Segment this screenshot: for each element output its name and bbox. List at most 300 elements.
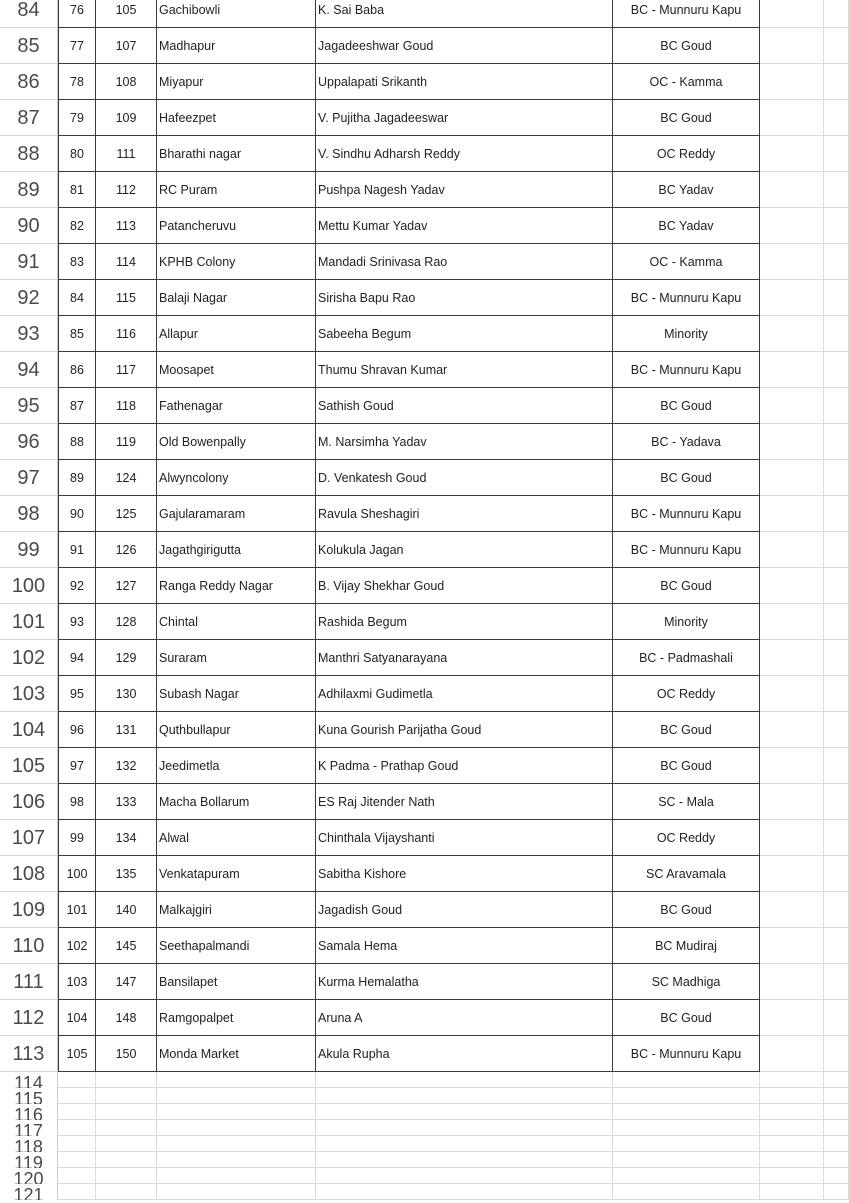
cell-candidate-name[interactable]: Adhilaxmi Gudimetla — [316, 676, 613, 712]
row-header[interactable]: 87 — [0, 100, 58, 136]
cell-empty[interactable] — [824, 820, 849, 856]
cell-empty[interactable] — [157, 1168, 316, 1184]
cell-division-number[interactable]: 107 — [96, 28, 157, 64]
cell-candidate-name[interactable]: Rashida Begum — [316, 604, 613, 640]
cell-candidate-name[interactable]: Akula Rupha — [316, 1036, 613, 1072]
cell-empty[interactable] — [824, 532, 849, 568]
cell-division-number[interactable]: 117 — [96, 352, 157, 388]
cell-serial-number[interactable]: 79 — [58, 100, 96, 136]
cell-candidate-name[interactable]: M. Narsimha Yadav — [316, 424, 613, 460]
cell-division-number[interactable]: 116 — [96, 316, 157, 352]
row-header[interactable]: 118 — [0, 1136, 58, 1152]
row-header[interactable]: 106 — [0, 784, 58, 820]
cell-empty[interactable] — [760, 1136, 824, 1152]
cell-division-number[interactable]: 148 — [96, 1000, 157, 1036]
cell-candidate-name[interactable]: K Padma - Prathap Goud — [316, 748, 613, 784]
row-header[interactable]: 109 — [0, 892, 58, 928]
cell-empty[interactable] — [157, 1184, 316, 1200]
cell-empty[interactable] — [824, 1072, 849, 1088]
cell-division-name[interactable]: Fathenagar — [157, 388, 316, 424]
row-header[interactable]: 108 — [0, 856, 58, 892]
cell-empty[interactable] — [58, 1120, 96, 1136]
cell-caste[interactable]: BC - Yadava — [613, 424, 760, 460]
cell-serial-number[interactable]: 95 — [58, 676, 96, 712]
cell-empty[interactable] — [824, 892, 849, 928]
cell-serial-number[interactable]: 97 — [58, 748, 96, 784]
cell-candidate-name[interactable]: Uppalapati Srikanth — [316, 64, 613, 100]
cell-division-number[interactable]: 127 — [96, 568, 157, 604]
cell-serial-number[interactable]: 91 — [58, 532, 96, 568]
cell-candidate-name[interactable]: K. Sai Baba — [316, 0, 613, 28]
cell-empty[interactable] — [824, 676, 849, 712]
cell-empty[interactable] — [613, 1168, 760, 1184]
row-header[interactable]: 85 — [0, 28, 58, 64]
cell-caste[interactable]: BC Goud — [613, 388, 760, 424]
cell-empty[interactable] — [58, 1136, 96, 1152]
cell-caste[interactable]: BC Goud — [613, 892, 760, 928]
cell-division-name[interactable]: Ranga Reddy Nagar — [157, 568, 316, 604]
cell-division-number[interactable]: 108 — [96, 64, 157, 100]
cell-candidate-name[interactable]: Kurma Hemalatha — [316, 964, 613, 1000]
row-header[interactable]: 92 — [0, 280, 58, 316]
row-header[interactable]: 90 — [0, 208, 58, 244]
cell-caste[interactable]: BC - Munnuru Kapu — [613, 280, 760, 316]
cell-caste[interactable]: OC - Kamma — [613, 244, 760, 280]
cell-empty[interactable] — [760, 64, 824, 100]
cell-empty[interactable] — [824, 244, 849, 280]
cell-division-number[interactable]: 132 — [96, 748, 157, 784]
cell-empty[interactable] — [760, 568, 824, 604]
cell-empty[interactable] — [760, 244, 824, 280]
cell-empty[interactable] — [760, 1152, 824, 1168]
cell-empty[interactable] — [824, 352, 849, 388]
cell-division-name[interactable]: RC Puram — [157, 172, 316, 208]
cell-empty[interactable] — [96, 1104, 157, 1120]
cell-empty[interactable] — [316, 1120, 613, 1136]
row-header[interactable]: 110 — [0, 928, 58, 964]
cell-empty[interactable] — [613, 1104, 760, 1120]
cell-empty[interactable] — [760, 0, 824, 28]
cell-serial-number[interactable]: 105 — [58, 1036, 96, 1072]
cell-empty[interactable] — [760, 172, 824, 208]
cell-caste[interactable]: SC - Mala — [613, 784, 760, 820]
cell-empty[interactable] — [157, 1072, 316, 1088]
cell-division-name[interactable]: Hafeezpet — [157, 100, 316, 136]
cell-division-name[interactable]: Madhapur — [157, 28, 316, 64]
cell-empty[interactable] — [58, 1152, 96, 1168]
row-header[interactable]: 119 — [0, 1152, 58, 1168]
cell-empty[interactable] — [316, 1072, 613, 1088]
cell-caste[interactable]: BC Goud — [613, 460, 760, 496]
cell-candidate-name[interactable]: Pushpa Nagesh Yadav — [316, 172, 613, 208]
cell-empty[interactable] — [824, 748, 849, 784]
cell-empty[interactable] — [760, 1036, 824, 1072]
cell-candidate-name[interactable]: Mandadi Srinivasa Rao — [316, 244, 613, 280]
cell-serial-number[interactable]: 101 — [58, 892, 96, 928]
cell-candidate-name[interactable]: Mettu Kumar Yadav — [316, 208, 613, 244]
cell-candidate-name[interactable]: D. Venkatesh Goud — [316, 460, 613, 496]
cell-caste[interactable]: BC Goud — [613, 28, 760, 64]
cell-division-number[interactable]: 126 — [96, 532, 157, 568]
cell-division-name[interactable]: Alwyncolony — [157, 460, 316, 496]
cell-serial-number[interactable]: 88 — [58, 424, 96, 460]
cell-division-name[interactable]: Ramgopalpet — [157, 1000, 316, 1036]
cell-division-name[interactable]: Subash Nagar — [157, 676, 316, 712]
cell-division-name[interactable]: Macha Bollarum — [157, 784, 316, 820]
cell-caste[interactable]: BC Goud — [613, 568, 760, 604]
cell-empty[interactable] — [824, 1000, 849, 1036]
row-header[interactable]: 112 — [0, 1000, 58, 1036]
row-header[interactable]: 102 — [0, 640, 58, 676]
cell-serial-number[interactable]: 96 — [58, 712, 96, 748]
cell-empty[interactable] — [58, 1088, 96, 1104]
cell-candidate-name[interactable]: Manthri Satyanarayana — [316, 640, 613, 676]
cell-empty[interactable] — [824, 1184, 849, 1200]
cell-empty[interactable] — [157, 1152, 316, 1168]
cell-division-name[interactable]: Gachibowli — [157, 0, 316, 28]
cell-division-number[interactable]: 128 — [96, 604, 157, 640]
row-header[interactable]: 88 — [0, 136, 58, 172]
cell-empty[interactable] — [96, 1120, 157, 1136]
cell-serial-number[interactable]: 90 — [58, 496, 96, 532]
row-header[interactable]: 95 — [0, 388, 58, 424]
cell-serial-number[interactable]: 100 — [58, 856, 96, 892]
cell-empty[interactable] — [157, 1136, 316, 1152]
cell-division-name[interactable]: Jagathgirigutta — [157, 532, 316, 568]
row-header[interactable]: 105 — [0, 748, 58, 784]
row-header[interactable]: 114 — [0, 1072, 58, 1088]
cell-empty[interactable] — [760, 856, 824, 892]
cell-empty[interactable] — [157, 1120, 316, 1136]
row-header[interactable]: 111 — [0, 964, 58, 1000]
cell-serial-number[interactable]: 76 — [58, 0, 96, 28]
row-header[interactable]: 107 — [0, 820, 58, 856]
cell-candidate-name[interactable]: Thumu Shravan Kumar — [316, 352, 613, 388]
cell-candidate-name[interactable]: Ravula Sheshagiri — [316, 496, 613, 532]
cell-empty[interactable] — [613, 1072, 760, 1088]
cell-serial-number[interactable]: 86 — [58, 352, 96, 388]
cell-empty[interactable] — [760, 676, 824, 712]
cell-empty[interactable] — [157, 1104, 316, 1120]
cell-empty[interactable] — [613, 1136, 760, 1152]
cell-division-name[interactable]: Balaji Nagar — [157, 280, 316, 316]
cell-empty[interactable] — [316, 1104, 613, 1120]
cell-division-name[interactable]: Monda Market — [157, 1036, 316, 1072]
row-header[interactable]: 93 — [0, 316, 58, 352]
cell-empty[interactable] — [760, 1000, 824, 1036]
cell-candidate-name[interactable]: Chinthala Vijayshanti — [316, 820, 613, 856]
cell-empty[interactable] — [760, 1168, 824, 1184]
cell-caste[interactable]: BC - Munnuru Kapu — [613, 1036, 760, 1072]
cell-candidate-name[interactable]: B. Vijay Shekhar Goud — [316, 568, 613, 604]
cell-empty[interactable] — [760, 352, 824, 388]
cell-division-number[interactable]: 114 — [96, 244, 157, 280]
cell-empty[interactable] — [760, 1088, 824, 1104]
cell-empty[interactable] — [96, 1136, 157, 1152]
cell-empty[interactable] — [824, 568, 849, 604]
row-header[interactable]: 91 — [0, 244, 58, 280]
cell-division-name[interactable]: Moosapet — [157, 352, 316, 388]
cell-empty[interactable] — [316, 1088, 613, 1104]
cell-empty[interactable] — [824, 640, 849, 676]
cell-empty[interactable] — [316, 1136, 613, 1152]
cell-empty[interactable] — [760, 316, 824, 352]
cell-empty[interactable] — [760, 604, 824, 640]
cell-empty[interactable] — [760, 964, 824, 1000]
cell-empty[interactable] — [824, 1136, 849, 1152]
cell-empty[interactable] — [760, 496, 824, 532]
cell-division-name[interactable]: Old Bowenpally — [157, 424, 316, 460]
cell-empty[interactable] — [760, 136, 824, 172]
row-header[interactable]: 101 — [0, 604, 58, 640]
row-header[interactable]: 97 — [0, 460, 58, 496]
cell-candidate-name[interactable]: ES Raj Jitender Nath — [316, 784, 613, 820]
cell-empty[interactable] — [316, 1168, 613, 1184]
cell-empty[interactable] — [316, 1152, 613, 1168]
cell-empty[interactable] — [760, 1072, 824, 1088]
cell-division-number[interactable]: 150 — [96, 1036, 157, 1072]
cell-empty[interactable] — [760, 712, 824, 748]
cell-empty[interactable] — [760, 1104, 824, 1120]
cell-serial-number[interactable]: 82 — [58, 208, 96, 244]
cell-division-name[interactable]: Jeedimetla — [157, 748, 316, 784]
cell-division-name[interactable]: Allapur — [157, 316, 316, 352]
cell-caste[interactable]: Minority — [613, 604, 760, 640]
cell-empty[interactable] — [824, 64, 849, 100]
cell-candidate-name[interactable]: Jagadish Goud — [316, 892, 613, 928]
cell-serial-number[interactable]: 93 — [58, 604, 96, 640]
cell-empty[interactable] — [760, 532, 824, 568]
row-header[interactable]: 117 — [0, 1120, 58, 1136]
cell-division-number[interactable]: 118 — [96, 388, 157, 424]
cell-division-number[interactable]: 135 — [96, 856, 157, 892]
cell-empty[interactable] — [824, 784, 849, 820]
cell-empty[interactable] — [824, 1088, 849, 1104]
cell-empty[interactable] — [58, 1184, 96, 1200]
cell-caste[interactable]: OC Reddy — [613, 820, 760, 856]
cell-empty[interactable] — [824, 424, 849, 460]
cell-division-number[interactable]: 115 — [96, 280, 157, 316]
cell-empty[interactable] — [824, 280, 849, 316]
cell-empty[interactable] — [760, 424, 824, 460]
cell-serial-number[interactable]: 92 — [58, 568, 96, 604]
cell-empty[interactable] — [824, 928, 849, 964]
cell-division-name[interactable]: Quthbullapur — [157, 712, 316, 748]
cell-division-name[interactable]: Miyapur — [157, 64, 316, 100]
cell-empty[interactable] — [824, 1120, 849, 1136]
cell-caste[interactable]: BC - Munnuru Kapu — [613, 496, 760, 532]
row-header[interactable]: 116 — [0, 1104, 58, 1120]
cell-empty[interactable] — [824, 856, 849, 892]
cell-caste[interactable]: BC Goud — [613, 712, 760, 748]
cell-serial-number[interactable]: 94 — [58, 640, 96, 676]
cell-caste[interactable]: BC Goud — [613, 1000, 760, 1036]
cell-candidate-name[interactable]: Sathish Goud — [316, 388, 613, 424]
cell-caste[interactable]: SC Madhiga — [613, 964, 760, 1000]
row-header[interactable]: 103 — [0, 676, 58, 712]
cell-empty[interactable] — [760, 208, 824, 244]
cell-empty[interactable] — [824, 316, 849, 352]
cell-empty[interactable] — [824, 136, 849, 172]
row-header[interactable]: 86 — [0, 64, 58, 100]
row-header[interactable]: 113 — [0, 1036, 58, 1072]
cell-empty[interactable] — [760, 28, 824, 64]
cell-empty[interactable] — [824, 172, 849, 208]
cell-candidate-name[interactable]: Aruna A — [316, 1000, 613, 1036]
cell-division-number[interactable]: 145 — [96, 928, 157, 964]
cell-division-name[interactable]: Venkatapuram — [157, 856, 316, 892]
cell-empty[interactable] — [613, 1120, 760, 1136]
cell-empty[interactable] — [824, 460, 849, 496]
cell-candidate-name[interactable]: Sabeeha Begum — [316, 316, 613, 352]
cell-division-number[interactable]: 134 — [96, 820, 157, 856]
cell-division-number[interactable]: 133 — [96, 784, 157, 820]
cell-division-name[interactable]: Gajularamaram — [157, 496, 316, 532]
cell-serial-number[interactable]: 102 — [58, 928, 96, 964]
cell-serial-number[interactable]: 85 — [58, 316, 96, 352]
cell-division-name[interactable]: Bharathi nagar — [157, 136, 316, 172]
cell-empty[interactable] — [824, 100, 849, 136]
cell-caste[interactable]: BC - Munnuru Kapu — [613, 532, 760, 568]
cell-division-number[interactable]: 119 — [96, 424, 157, 460]
cell-empty[interactable] — [157, 1088, 316, 1104]
cell-serial-number[interactable]: 103 — [58, 964, 96, 1000]
cell-division-number[interactable]: 131 — [96, 712, 157, 748]
cell-empty[interactable] — [824, 1152, 849, 1168]
cell-empty[interactable] — [96, 1168, 157, 1184]
cell-empty[interactable] — [824, 1036, 849, 1072]
cell-empty[interactable] — [96, 1072, 157, 1088]
cell-caste[interactable]: Minority — [613, 316, 760, 352]
cell-caste[interactable]: BC - Padmashali — [613, 640, 760, 676]
cell-empty[interactable] — [613, 1152, 760, 1168]
cell-caste[interactable]: BC - Munnuru Kapu — [613, 352, 760, 388]
cell-serial-number[interactable]: 99 — [58, 820, 96, 856]
cell-empty[interactable] — [316, 1184, 613, 1200]
cell-empty[interactable] — [824, 1168, 849, 1184]
cell-empty[interactable] — [824, 1104, 849, 1120]
cell-candidate-name[interactable]: Kolukula Jagan — [316, 532, 613, 568]
cell-division-name[interactable]: Alwal — [157, 820, 316, 856]
row-header[interactable]: 99 — [0, 532, 58, 568]
cell-empty[interactable] — [760, 892, 824, 928]
cell-empty[interactable] — [760, 1184, 824, 1200]
cell-empty[interactable] — [760, 100, 824, 136]
cell-division-name[interactable]: Malkajgiri — [157, 892, 316, 928]
cell-division-name[interactable]: Chintal — [157, 604, 316, 640]
cell-empty[interactable] — [824, 964, 849, 1000]
cell-serial-number[interactable]: 80 — [58, 136, 96, 172]
cell-empty[interactable] — [760, 1120, 824, 1136]
cell-empty[interactable] — [96, 1088, 157, 1104]
cell-candidate-name[interactable]: V. Pujitha Jagadeeswar — [316, 100, 613, 136]
cell-empty[interactable] — [96, 1152, 157, 1168]
row-header[interactable]: 120 — [0, 1168, 58, 1184]
cell-division-number[interactable]: 147 — [96, 964, 157, 1000]
cell-caste[interactable]: SC Aravamala — [613, 856, 760, 892]
row-header[interactable]: 100 — [0, 568, 58, 604]
cell-empty[interactable] — [824, 496, 849, 532]
cell-serial-number[interactable]: 83 — [58, 244, 96, 280]
row-header[interactable]: 115 — [0, 1088, 58, 1104]
cell-empty[interactable] — [58, 1072, 96, 1088]
cell-caste[interactable]: BC Goud — [613, 100, 760, 136]
cell-empty[interactable] — [58, 1168, 96, 1184]
cell-empty[interactable] — [760, 640, 824, 676]
cell-caste[interactable]: BC Goud — [613, 748, 760, 784]
cell-division-name[interactable]: Bansilapet — [157, 964, 316, 1000]
cell-division-number[interactable]: 113 — [96, 208, 157, 244]
cell-empty[interactable] — [613, 1088, 760, 1104]
cell-serial-number[interactable]: 78 — [58, 64, 96, 100]
cell-candidate-name[interactable]: Samala Hema — [316, 928, 613, 964]
cell-candidate-name[interactable]: V. Sindhu Adharsh Reddy — [316, 136, 613, 172]
cell-empty[interactable] — [760, 928, 824, 964]
cell-serial-number[interactable]: 87 — [58, 388, 96, 424]
cell-caste[interactable]: BC Yadav — [613, 208, 760, 244]
cell-caste[interactable]: BC Mudiraj — [613, 928, 760, 964]
cell-division-number[interactable]: 112 — [96, 172, 157, 208]
row-header[interactable]: 96 — [0, 424, 58, 460]
cell-caste[interactable]: BC Yadav — [613, 172, 760, 208]
cell-empty[interactable] — [824, 604, 849, 640]
row-header[interactable]: 84 — [0, 0, 58, 28]
cell-empty[interactable] — [58, 1104, 96, 1120]
row-header[interactable]: 89 — [0, 172, 58, 208]
cell-serial-number[interactable]: 89 — [58, 460, 96, 496]
cell-caste[interactable]: OC - Kamma — [613, 64, 760, 100]
cell-serial-number[interactable]: 81 — [58, 172, 96, 208]
cell-empty[interactable] — [96, 1184, 157, 1200]
cell-empty[interactable] — [824, 28, 849, 64]
cell-serial-number[interactable]: 104 — [58, 1000, 96, 1036]
cell-serial-number[interactable]: 77 — [58, 28, 96, 64]
cell-empty[interactable] — [760, 784, 824, 820]
cell-empty[interactable] — [760, 460, 824, 496]
cell-division-number[interactable]: 130 — [96, 676, 157, 712]
cell-empty[interactable] — [613, 1184, 760, 1200]
cell-serial-number[interactable]: 98 — [58, 784, 96, 820]
cell-empty[interactable] — [760, 820, 824, 856]
cell-empty[interactable] — [760, 748, 824, 784]
cell-empty[interactable] — [824, 208, 849, 244]
cell-division-name[interactable]: Seethapalmandi — [157, 928, 316, 964]
cell-empty[interactable] — [824, 712, 849, 748]
cell-division-number[interactable]: 109 — [96, 100, 157, 136]
cell-division-name[interactable]: Suraram — [157, 640, 316, 676]
cell-division-number[interactable]: 111 — [96, 136, 157, 172]
cell-division-number[interactable]: 124 — [96, 460, 157, 496]
cell-candidate-name[interactable]: Sabitha Kishore — [316, 856, 613, 892]
cell-division-number[interactable]: 105 — [96, 0, 157, 28]
row-header[interactable]: 94 — [0, 352, 58, 388]
cell-caste[interactable]: OC Reddy — [613, 676, 760, 712]
cell-division-number[interactable]: 140 — [96, 892, 157, 928]
cell-candidate-name[interactable]: Kuna Gourish Parijatha Goud — [316, 712, 613, 748]
cell-caste[interactable]: BC - Munnuru Kapu — [613, 0, 760, 28]
cell-empty[interactable] — [760, 280, 824, 316]
cell-candidate-name[interactable]: Sirisha Bapu Rao — [316, 280, 613, 316]
cell-division-number[interactable]: 129 — [96, 640, 157, 676]
cell-division-name[interactable]: KPHB Colony — [157, 244, 316, 280]
cell-division-number[interactable]: 125 — [96, 496, 157, 532]
cell-empty[interactable] — [760, 388, 824, 424]
cell-empty[interactable] — [824, 388, 849, 424]
cell-caste[interactable]: OC Reddy — [613, 136, 760, 172]
row-header[interactable]: 98 — [0, 496, 58, 532]
row-header[interactable]: 104 — [0, 712, 58, 748]
row-header[interactable]: 121 — [0, 1184, 58, 1200]
